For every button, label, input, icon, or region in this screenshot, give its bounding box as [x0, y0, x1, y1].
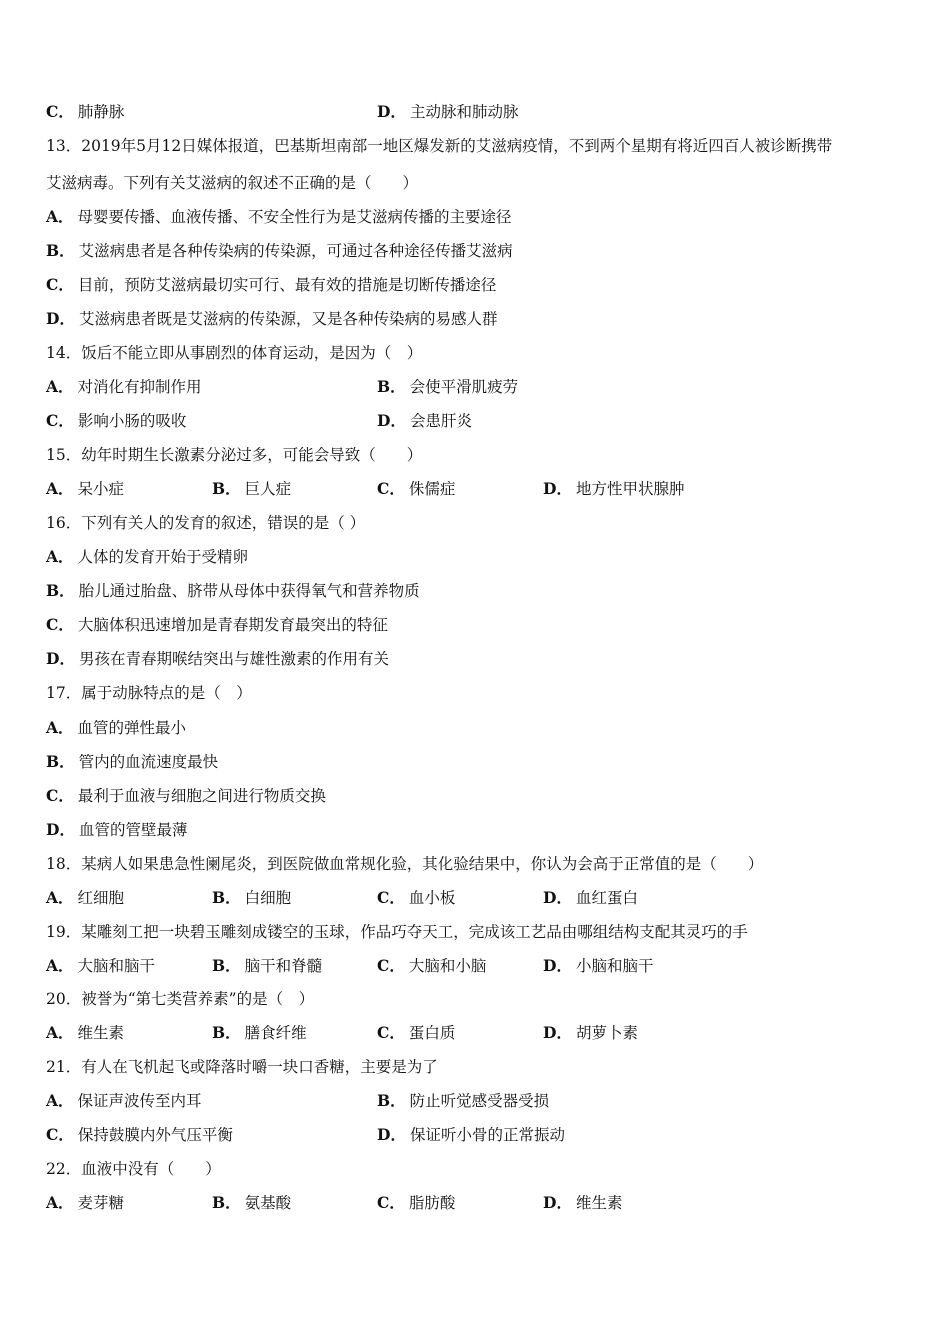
option-letter: A．	[46, 377, 74, 396]
option-text: 血小板	[408, 889, 456, 907]
option-text: 保证声波传至内耳	[77, 1092, 202, 1110]
option-text: 侏儒症	[408, 480, 456, 498]
option-letter: A．	[46, 1023, 74, 1042]
q19-option-a	[46, 956, 155, 976]
option-letter: B．	[212, 1193, 241, 1212]
q19-option-c	[377, 956, 486, 976]
q22-option-c	[377, 1193, 455, 1213]
option-text: 大脑和小脑	[408, 957, 487, 975]
option-letter: D．	[377, 411, 406, 430]
option-letter: C．	[377, 1023, 405, 1042]
option-letter: C．	[377, 479, 405, 498]
q15-option-d	[543, 479, 684, 499]
q18-option-a	[46, 888, 124, 908]
option-letter: B．	[46, 581, 75, 600]
option-text: 小脑和脑干	[575, 957, 654, 975]
q17-option-c	[46, 786, 326, 806]
option-text: 脑干和脊髓	[244, 957, 323, 975]
option-text: 胎儿通过胎盘、脐带从母体中获得氧气和营养物质	[78, 582, 420, 600]
q19-option-d	[543, 956, 653, 976]
q22-option-a	[46, 1193, 124, 1213]
option-letter: D．	[543, 1023, 572, 1042]
q13-option-d	[46, 309, 497, 329]
option-text: 保证听小骨的正常振动	[409, 1126, 565, 1144]
q15-option-a	[46, 479, 124, 499]
option-letter: A．	[46, 1193, 74, 1212]
option-text: 胡萝卜素	[575, 1024, 638, 1042]
option-letter: B．	[377, 1091, 406, 1110]
q18-stem: 18．某病人如果患急性阑尾炎，到医院做血常规化验，其化验结果中，你认为会高于正常值的是（ ）	[46, 855, 764, 873]
option-letter: D．	[377, 102, 406, 121]
option-letter: D．	[46, 309, 75, 328]
option-text: 呆小症	[77, 480, 125, 498]
option-letter: A．	[46, 888, 74, 907]
q14-option-b	[377, 377, 518, 397]
option-text: 血红蛋白	[575, 889, 638, 907]
q16-option-a	[46, 547, 248, 567]
option-text: 会患肝炎	[409, 412, 472, 430]
q17-option-a	[46, 718, 186, 738]
option-text: 白细胞	[244, 889, 292, 907]
option-text: 艾滋病患者既是艾滋病的传染源，又是各种传染病的易感人群	[78, 310, 498, 328]
option-text: 母婴要传播、血液传播、不安全性行为是艾滋病传播的主要途径	[77, 208, 512, 226]
q12-option-d	[377, 102, 518, 122]
option-letter: C．	[46, 275, 74, 294]
option-text: 肺静脉	[77, 103, 125, 121]
option-text: 会使平滑肌疲劳	[409, 378, 519, 396]
q16-stem: 16．下列有关人的发育的叙述，错误的是（ ）	[46, 514, 366, 532]
q20-option-b	[212, 1023, 307, 1043]
q17-option-b	[46, 752, 218, 772]
option-text: 目前，预防艾滋病最切实可行、最有效的措施是切断传播途径	[77, 276, 497, 294]
option-text: 管内的血流速度最快	[78, 753, 219, 771]
option-text: 脂肪酸	[408, 1194, 456, 1212]
option-text: 大脑体积迅速增加是青春期发育最突出的特征	[77, 616, 388, 634]
option-letter: A．	[46, 956, 74, 975]
option-text: 地方性甲状腺肿	[575, 480, 685, 498]
q21-option-c	[46, 1125, 233, 1145]
option-text: 膳食纤维	[244, 1024, 307, 1042]
option-letter: C．	[377, 888, 405, 907]
option-text: 主动脉和肺动脉	[409, 103, 519, 121]
q22-option-d	[543, 1193, 622, 1213]
option-letter: C．	[46, 615, 74, 634]
option-letter: C．	[377, 1193, 405, 1212]
option-letter: C．	[46, 786, 74, 805]
option-text: 氨基酸	[244, 1194, 292, 1212]
option-text: 麦芽糖	[77, 1194, 125, 1212]
q13-stem-line1: 13．2019年5月12日媒体报道，巴基斯坦南部一地区爆发新的艾滋病疫情，不到两个星期有将近四百人被诊断携带	[46, 137, 833, 155]
q13-option-c	[46, 275, 496, 295]
q14-option-d	[377, 411, 472, 431]
option-letter: D．	[543, 956, 572, 975]
q12-option-c	[46, 102, 124, 122]
q19-stem: 19．某雕刻工把一块碧玉雕刻成镂空的玉球，作品巧夺天工，完成该工艺品由哪组结构支配其灵巧的手	[46, 923, 748, 941]
q20-stem: 20．被誉为“第七类营养素”的是（ ）	[46, 990, 315, 1008]
q16-option-d	[46, 649, 389, 669]
option-letter: B．	[377, 377, 406, 396]
q13-option-a	[46, 207, 512, 227]
q15-stem: 15．幼年时期生长激素分泌过多，可能会导致（ ）	[46, 446, 423, 464]
option-letter: B．	[46, 752, 75, 771]
option-letter: A．	[46, 479, 74, 498]
option-letter: B．	[212, 888, 241, 907]
q22-stem: 22．血液中没有（ ）	[46, 1160, 221, 1178]
option-text: 维生素	[77, 1024, 125, 1042]
option-text: 巨人症	[244, 480, 292, 498]
option-text: 红细胞	[77, 889, 125, 907]
q18-option-c	[377, 888, 455, 908]
option-letter: C．	[46, 102, 74, 121]
option-text: 蛋白质	[408, 1024, 456, 1042]
option-letter: A．	[46, 1091, 74, 1110]
q15-option-b	[212, 479, 291, 499]
option-letter: D．	[543, 1193, 572, 1212]
option-letter: A．	[46, 718, 74, 737]
q21-option-d	[377, 1125, 565, 1145]
option-text: 维生素	[575, 1194, 623, 1212]
q20-option-c	[377, 1023, 455, 1043]
option-text: 血管的管壁最薄	[78, 821, 188, 839]
option-letter: D．	[543, 888, 572, 907]
q20-option-d	[543, 1023, 638, 1043]
option-letter: B．	[212, 479, 241, 498]
q13-option-b	[46, 241, 513, 261]
option-letter: D．	[46, 820, 75, 839]
option-letter: A．	[46, 547, 74, 566]
q18-option-d	[543, 888, 638, 908]
q13-stem-line2: 艾滋病毒。下列有关艾滋病的叙述不正确的是（ ）	[46, 174, 419, 192]
option-letter: B．	[46, 241, 75, 260]
option-text: 男孩在青春期喉结突出与雄性激素的作用有关	[78, 650, 389, 668]
option-letter: B．	[212, 1023, 241, 1042]
q14-stem: 14．饭后不能立即从事剧烈的体育运动，是因为（ ）	[46, 344, 423, 362]
option-letter: D．	[543, 479, 572, 498]
option-letter: D．	[46, 649, 75, 668]
option-text: 保持鼓膜内外气压平衡	[77, 1126, 233, 1144]
q16-option-b	[46, 581, 420, 601]
option-text: 对消化有抑制作用	[77, 378, 202, 396]
q14-option-a	[46, 377, 202, 397]
q21-stem: 21．有人在飞机起飞或降落时嚼一块口香糖，主要是为了	[46, 1058, 438, 1076]
q21-option-b	[377, 1091, 549, 1111]
q19-option-b	[212, 956, 322, 976]
q17-option-d	[46, 820, 187, 840]
q22-option-b	[212, 1193, 291, 1213]
option-text: 最利于血液与细胞之间进行物质交换	[77, 787, 326, 805]
option-text: 艾滋病患者是各种传染病的传染源，可通过各种途径传播艾滋病	[78, 242, 513, 260]
option-text: 影响小肠的吸收	[77, 412, 187, 430]
q21-option-a	[46, 1091, 202, 1111]
option-letter: C．	[46, 411, 74, 430]
q18-option-b	[212, 888, 291, 908]
option-text: 人体的发育开始于受精卵	[77, 548, 249, 566]
option-text: 防止听觉感受器受损	[409, 1092, 550, 1110]
option-letter: A．	[46, 207, 74, 226]
q15-option-c	[377, 479, 455, 499]
q20-option-a	[46, 1023, 124, 1043]
q17-stem: 17．属于动脉特点的是（ ）	[46, 684, 252, 702]
q14-option-c	[46, 411, 186, 431]
option-letter: D．	[377, 1125, 406, 1144]
option-text: 大脑和脑干	[77, 957, 156, 975]
option-text: 血管的弹性最小	[77, 719, 187, 737]
option-letter: C．	[377, 956, 405, 975]
q16-option-c	[46, 615, 388, 635]
option-letter: B．	[212, 956, 241, 975]
option-letter: C．	[46, 1125, 74, 1144]
